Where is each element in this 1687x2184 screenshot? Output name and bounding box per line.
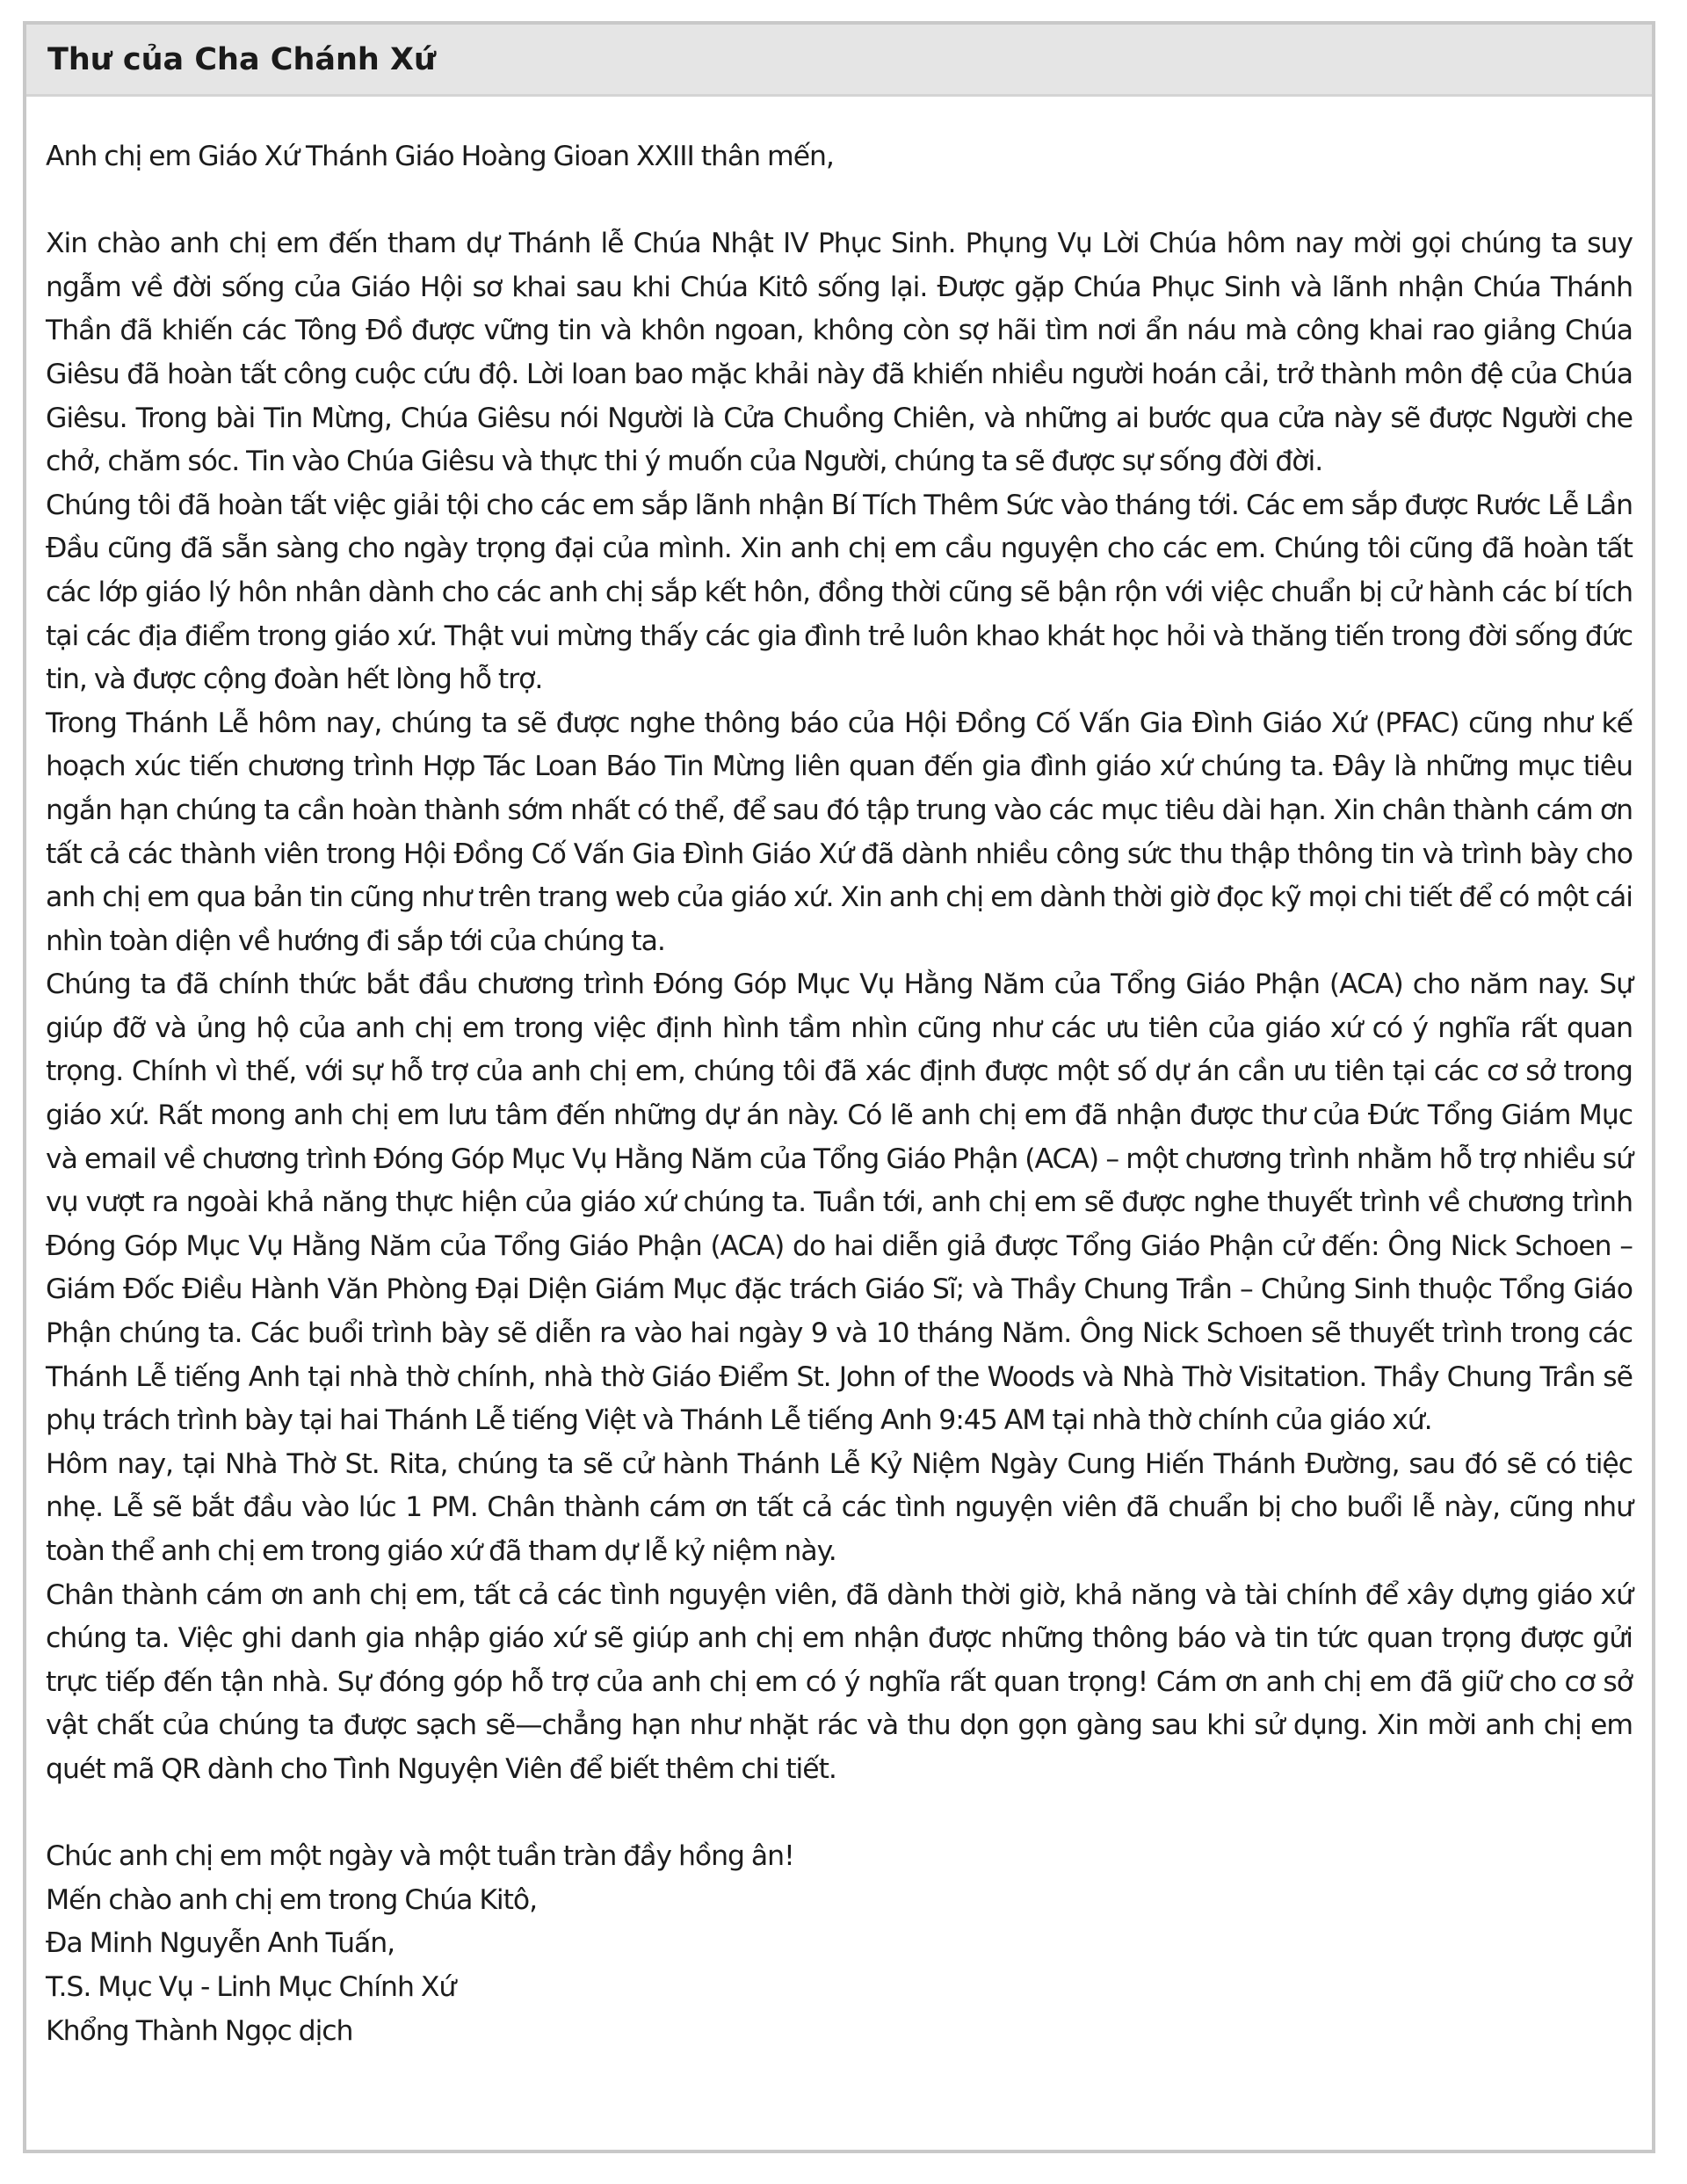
letter-paragraph: Chân thành cám ơn anh chị em, tất cả các tình nguyện viên, đã dành thời giờ, khả năng và tài chính để xây dựng giáo xứ chúng ta. Việc ghi danh gia nhập giáo xứ sẽ giúp anh chị em nhận được những thông báo và tin tức quan trọng được gửi trực tiếp đến tận nhà. Sự đóng góp hỗ trợ của anh chị em có ý nghĩa rất quan trọng! Cám ơn anh chị em đã giữ cho cơ sở vật chất của chúng ta được sạch sẽ—chẳng hạn như nhặt rác và thu dọn gọn gàng sau khi sử dụng. Xin mời anh chị em quét mã QR dành cho Tình Nguyện Viên để biết thêm chi tiết. — [46, 1578, 1633, 1785]
paragraph-spacer — [46, 1792, 1633, 1836]
letter-paragraph: Chúng tôi đã hoàn tất việc giải tội cho các em sắp lãnh nhận Bí Tích Thêm Sức vào tháng tới. Các em sắp được Rước Lễ Lần Đầu cũng đã sẵn sàng cho ngày trọng đại của mình. Xin anh chị em cầu nguyện cho các em. Chúng tôi cũng đã hoàn tất các lớp giáo lý hôn nhân dành cho các anh chị sắp kết hôn, đồng thời cũng sẽ bận rộn với việc chuẩn bị cử hành các bí tích tại các địa điểm trong giáo xứ. Thật vui mừng thấy các gia đình trẻ luôn khao khát học hỏi và thăng tiến trong đời sống đức tin, và được cộng đoàn hết lòng hỗ trợ. — [46, 489, 1633, 696]
letter-paragraph: Chúng ta đã chính thức bắt đầu chương trình Đóng Góp Mục Vụ Hằng Năm của Tổng Giáo Phận (ACA) cho năm nay. Sự giúp đỡ và ủng hộ của anh chị em trong việc định hình tầm nhìn cũng như các ưu tiên của giáo xứ có ý nghĩa rất quan trọng. Chính vì thế, với sự hỗ trợ của anh chị em, chúng tôi đã xác định được một số dự án cần ưu tiên tại các cơ sở trong giáo xứ. Rất mong anh chị em lưu tâm đến những dự án này. Có lẽ anh chị em đã nhận được thư của Đức Tổng Giám Mục và email về chương trình Đóng Góp Mục Vụ Hằng Năm của Tổng Giáo Phận (ACA) – một chương trình nhằm hỗ trợ nhiều sứ vụ vượt ra ngoài khả năng thực hiện của giáo xứ chúng ta. Tuần tới, anh chị em sẽ được nghe thuyết trình về chương trình Đóng Góp Mục Vụ Hằng Năm của Tổng Giáo Phận (ACA) do hai diễn giả được Tổng Giáo Phận cử đến: Ông Nick Schoen – Giám Đốc Điều Hành Văn Phòng Đại Diện Giám Mục đặc trách Giáo Sĩ; và Thầy Chung Trần – Chủng Sinh thuộc Tổng Giáo Phận chúng ta. Các buổi trình bày sẽ diễn ra vào hai ngày 9 và 10 tháng Năm. Ông Nick Schoen sẽ thuyết trình trong các Thánh Lễ tiếng Anh tại nhà thờ chính, nhà thờ Giáo Điểm St. John of the Woods và Nhà Thờ Visitation. Thầy Chung Trần sẽ phụ trách trình bày tại hai Thánh Lễ tiếng Việt và Thánh Lễ tiếng Anh 9:45 AM tại nhà thờ chính của giáo xứ. — [46, 969, 1633, 1437]
signer-name: Đa Minh Nguyễn Anh Tuấn, — [46, 1927, 395, 1960]
letter-paragraph: Xin chào anh chị em đến tham dự Thánh lễ Chúa Nhật IV Phục Sinh. Phụng Vụ Lời Chúa hôm nay mời gọi chúng ta suy ngẫm về đời sống của Giáo Hội sơ khai sau khi Chúa Kitô sống lại. Được gặp Chúa Phục Sinh và lãnh nhận Chúa Thánh Thần đã khiến các Tông Đồ được vững tin và khôn ngoan, không còn sợ hãi tìm nơi ẩn náu mà công khai rao giảng Chúa Giêsu đã hoàn tất công cuộc cứu độ. Lời loan bao mặc khải này đã khiến nhiều người hoán cải, trở thành môn đệ của Chúa Giêsu. Trong bài Tin Mừng, Chúa Giêsu nói Người là Cửa Chuồng Chiên, và những ai bước qua cửa này sẽ được Người che chở, chăm sóc. Tin vào Chúa Giêsu và thực thi ý muốn của Người, chúng ta sẽ được sự sống đời đời. — [46, 228, 1633, 478]
salutation: Mến chào anh chị em trong Chúa Kitô, — [46, 1883, 538, 1916]
signature-block — [46, 1835, 1633, 2053]
closing-blessing: Chúc anh chị em một ngày và một tuần tràn đầy hồng ân! — [46, 1840, 794, 1873]
letter-greeting: Anh chị em Giáo Xứ Thánh Giáo Hoàng Gioan XXIII thân mến, — [46, 141, 834, 172]
translator-credit: Khổng Thành Ngọc dịch — [46, 2014, 353, 2047]
signer-title: T.S. Mục Vụ - Linh Mục Chính Xứ — [46, 1970, 456, 2003]
paragraph-spacer — [46, 179, 1633, 223]
letter-title: Thư của Cha Chánh Xứ — [47, 41, 436, 77]
letter-card — [23, 21, 1655, 2153]
letter-paragraph: Trong Thánh Lễ hôm nay, chúng ta sẽ được nghe thông báo của Hội Đồng Cố Vấn Gia Đình Giáo Xứ (PFAC) cũng như kế hoạch xúc tiến chương trình Hợp Tác Loan Báo Tin Mừng liên quan đến gia đình giáo xứ chúng ta. Đây là những mục tiêu ngắn hạn chúng ta cần hoàn thành sớm nhất có thể, để sau đó tập trung vào các mục tiêu dài hạn. Xin chân thành cám ơn tất cả các thành viên trong Hội Đồng Cố Vấn Gia Đình Giáo Xứ đã dành nhiều công sức thu thập thông tin và trình bày cho anh chị em qua bản tin cũng như trên trang web của giáo xứ. Xin anh chị em dành thời giờ đọc kỹ mọi chi tiết để có một cái nhìn toàn diện về hướng đi sắp tới của chúng ta. — [46, 707, 1633, 957]
letter-body — [26, 97, 1652, 2053]
letter-paragraph: Hôm nay, tại Nhà Thờ St. Rita, chúng ta sẽ cử hành Thánh Lễ Kỷ Niệm Ngày Cung Hiến Thánh Đường, sau đó sẽ có tiệc nhẹ. Lễ sẽ bắt đầu vào lúc 1 PM. Chân thành cám ơn tất cả các tình nguyện viên đã chuẩn bị cho buổi lễ này, cũng như toàn thể anh chị em trong giáo xứ đã tham dự lễ kỷ niệm này. — [46, 1448, 1633, 1567]
card-header — [26, 25, 1652, 97]
